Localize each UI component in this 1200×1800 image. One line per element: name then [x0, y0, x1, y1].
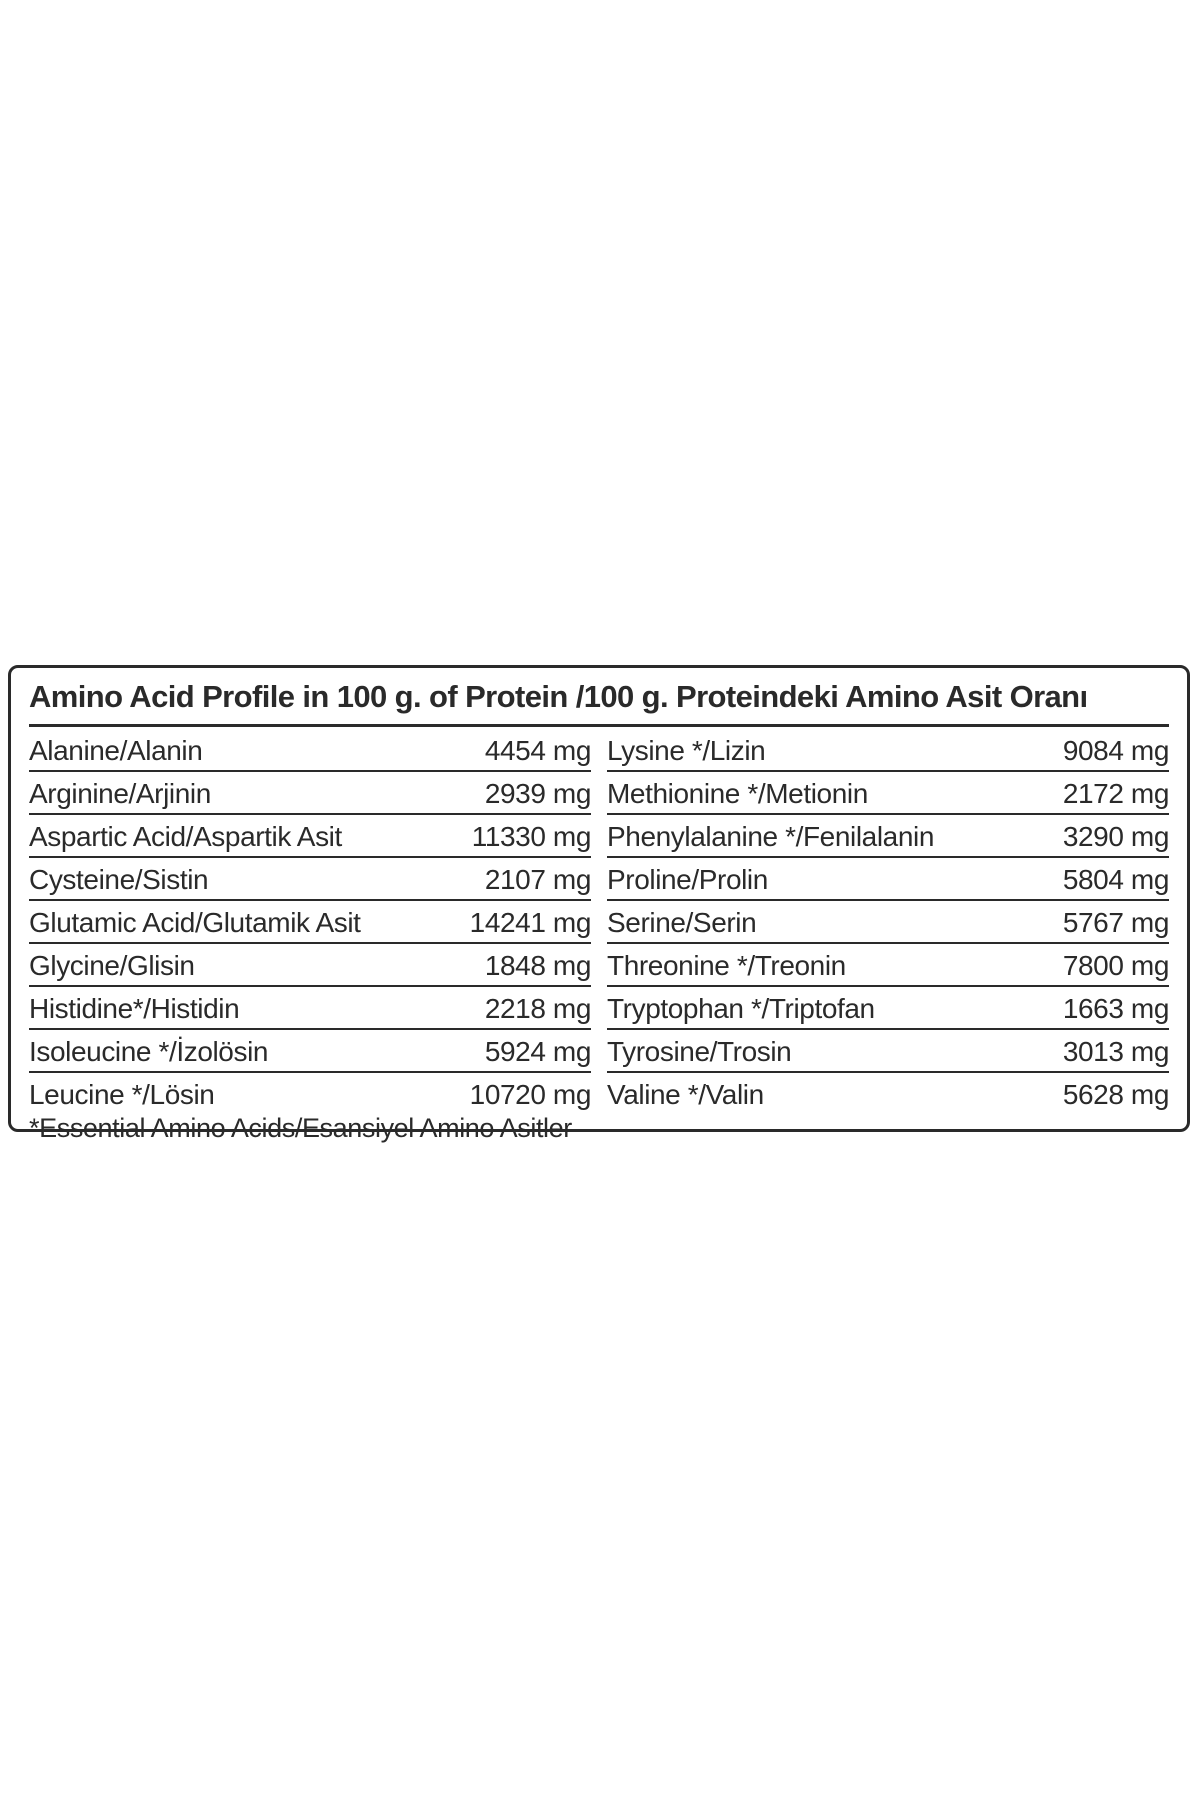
table-row: [29, 818, 591, 858]
amino-acid-amount: 4454 mg: [484, 735, 591, 766]
amino-acid-amount: 5804 mg: [1062, 864, 1169, 895]
amino-acid-name: Tryptophan */Triptofan: [607, 993, 875, 1024]
amino-acid-name: Methionine */Metionin: [607, 778, 868, 809]
amino-acid-name: Glycine/Glisin: [29, 950, 195, 981]
amino-acid-amount: 9084 mg: [1062, 735, 1169, 766]
right-column: [607, 732, 1169, 1114]
amino-acid-name: Leucine */Lösin: [29, 1079, 215, 1110]
table-row: [607, 947, 1169, 987]
amino-acid-name: Alanine/Alanin: [29, 735, 203, 766]
amino-acid-amount: 7800 mg: [1062, 950, 1169, 981]
amino-acid-amount: 5924 mg: [484, 1036, 591, 1067]
table-row: [607, 861, 1169, 901]
essential-footnote: *Essential Amino Acids/Esansiyel Amino Asitler: [29, 1113, 572, 1143]
amino-acid-amount: 11330 mg: [471, 821, 591, 852]
amino-acid-name: Serine/Serin: [607, 907, 757, 938]
table-row: [29, 775, 591, 815]
amino-acid-name: Histidine*/Histidin: [29, 993, 240, 1024]
amino-acid-name: Phenylalanine */Fenilalanin: [607, 821, 934, 852]
amino-acid-amount: 2939 mg: [484, 778, 591, 809]
table-row: [607, 732, 1169, 772]
amino-acid-amount: 5767 mg: [1062, 907, 1169, 938]
amino-acid-name: Glutamic Acid/Glutamik Asit: [29, 907, 361, 938]
amino-acid-name: Arginine/Arjinin: [29, 778, 211, 809]
amino-acid-amount: 10720 mg: [469, 1079, 591, 1110]
amino-acid-amount: 2172 mg: [1062, 778, 1169, 809]
amino-acid-name: Isoleucine */İzolösin: [29, 1036, 269, 1067]
table-row: [29, 1076, 591, 1114]
left-column: [29, 732, 591, 1114]
table-row: [607, 1076, 1169, 1114]
table-title: Amino Acid Profile in 100 g. of Protein /100 g. Proteindeki Amino Asit Oranı: [29, 668, 1169, 727]
table-row: [607, 775, 1169, 815]
amino-acid-name: Lysine */Lizin: [607, 735, 766, 766]
amino-acid-amount: 3290 mg: [1062, 821, 1169, 852]
amino-acid-table: [8, 665, 1190, 1143]
table-row: [607, 818, 1169, 858]
amino-acid-name: Proline/Prolin: [607, 864, 768, 895]
amino-acid-amount: 2218 mg: [484, 993, 591, 1024]
table-row: [29, 1033, 591, 1073]
amino-acid-amount: 2107 mg: [484, 864, 591, 895]
amino-acid-name: Threonine */Treonin: [607, 950, 846, 981]
amino-acid-name: Cysteine/Sistin: [29, 864, 209, 895]
table-row: [29, 947, 591, 987]
table-row: [607, 1033, 1169, 1073]
amino-acid-amount: 14241 mg: [469, 907, 591, 938]
table-row: [29, 990, 591, 1030]
table-row: [607, 990, 1169, 1030]
table-row: [29, 732, 591, 772]
table-row: [29, 904, 591, 944]
amino-acid-amount: 5628 mg: [1062, 1079, 1169, 1110]
table-row: [29, 861, 591, 901]
amino-acid-amount: 1663 mg: [1062, 993, 1169, 1024]
amino-acid-name: Valine */Valin: [607, 1079, 764, 1110]
amino-acid-amount: 1848 mg: [484, 950, 591, 981]
amino-acid-amount: 3013 mg: [1062, 1036, 1169, 1067]
table-columns: [29, 732, 1169, 1114]
table-row: [607, 904, 1169, 944]
amino-acid-name: Aspartic Acid/Aspartik Asit: [29, 821, 342, 852]
amino-acid-name: Tyrosine/Trosin: [607, 1036, 792, 1067]
